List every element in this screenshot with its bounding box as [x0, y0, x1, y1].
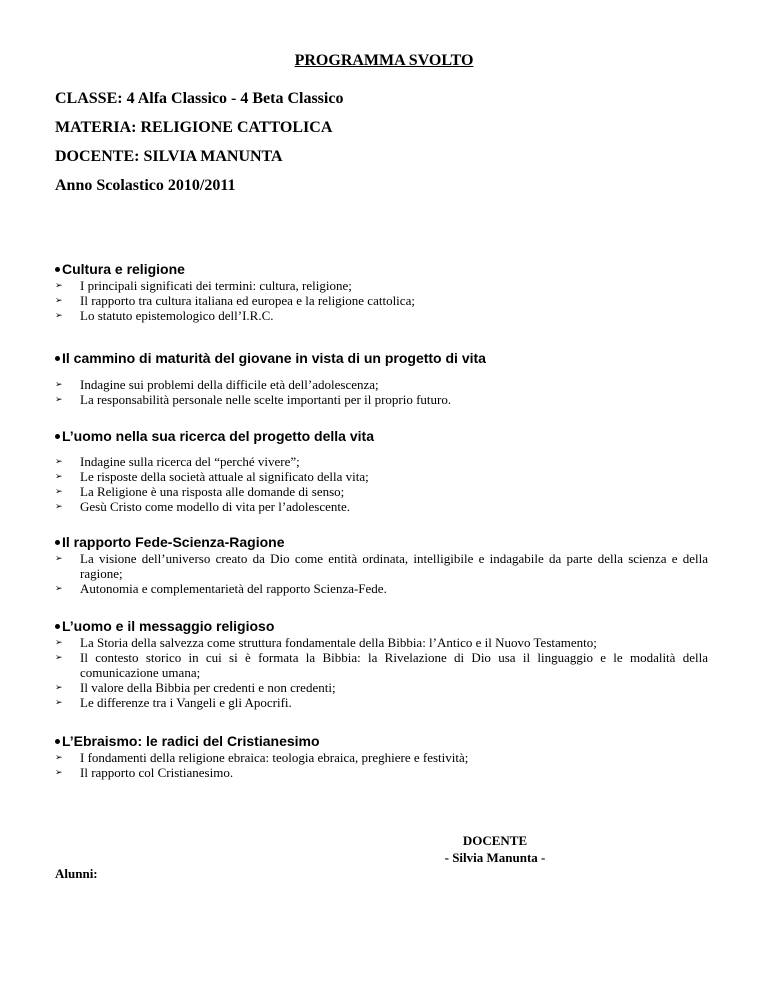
arrow-bullet-icon: ➢	[55, 394, 63, 404]
section-title: L’uomo e il messaggio religioso	[62, 618, 275, 634]
bullet-dot-icon	[55, 356, 60, 361]
section-title: L’Ebraismo: le radici del Cristianesimo	[62, 733, 320, 749]
list-item: ➢ Le risposte della società attuale al significato della vita;	[55, 469, 369, 484]
section-ebraismo	[55, 733, 708, 780]
list-item: ➢ I principali significati dei termini: cultura, religione;	[55, 278, 352, 293]
section-uomo-ricerca	[55, 428, 708, 514]
arrow-bullet-icon: ➢	[55, 295, 63, 305]
list-item: ➢ La Storia della salvezza come struttura fondamentale della Bibbia: l’Antico e il Nuovo Testamento;	[55, 635, 597, 650]
arrow-bullet-icon: ➢	[55, 471, 63, 481]
section-title: Il rapporto Fede-Scienza-Ragione	[62, 534, 285, 550]
section-title: L’uomo nella sua ricerca del progetto della vita	[62, 428, 374, 444]
section-list	[55, 635, 708, 710]
section-cammino	[55, 350, 708, 407]
list-item: ➢ Le differenze tra i Vangeli e gli Apocrifi.	[55, 695, 292, 710]
list-item: ➢ La responsabilità personale nelle scelte importanti per il proprio futuro.	[55, 392, 452, 407]
arrow-bullet-icon: ➢	[55, 501, 63, 511]
arrow-bullet-icon: ➢	[55, 682, 63, 692]
arrow-bullet-icon: ➢	[55, 752, 63, 762]
page-title: PROGRAMMA SVOLTO	[294, 52, 474, 69]
section-list	[55, 454, 708, 514]
section-title: Cultura e religione	[62, 261, 185, 277]
list-item: ➢ Indagine sui problemi della difficile età dell’adolescenza;	[55, 377, 379, 392]
arrow-bullet-icon: ➢	[55, 583, 63, 593]
list-item: ➢ La visione dell’universo creato da Dio come entità ordinata, intelligibile e indagabile da parte della scienza e della ragione;	[55, 551, 708, 581]
section-list	[55, 278, 708, 323]
bullet-dot-icon	[55, 267, 60, 272]
school-year-line: Anno Scolastico 2010/2011	[55, 177, 236, 194]
section-fede-scienza	[55, 534, 708, 596]
signature-name: - Silvia Manunta -	[444, 850, 546, 865]
list-item: ➢ Il contesto storico in cui si è formata la Bibbia: la Rivelazione di Dio usa il linguaggio e le modalità della comunicazione umana;	[55, 650, 708, 680]
subject-line: MATERIA: RELIGIONE CATTOLICA	[55, 119, 333, 136]
arrow-bullet-icon: ➢	[55, 697, 63, 707]
arrow-bullet-icon: ➢	[55, 553, 63, 563]
bullet-dot-icon	[55, 624, 60, 629]
list-item: ➢ Lo statuto epistemologico dell’I.R.C.	[55, 308, 274, 323]
arrow-bullet-icon: ➢	[55, 637, 63, 647]
arrow-bullet-icon: ➢	[55, 486, 63, 496]
list-item: ➢ Il rapporto tra cultura italiana ed europea e la religione cattolica;	[55, 293, 415, 308]
arrow-bullet-icon: ➢	[55, 456, 63, 466]
section-list	[55, 377, 708, 407]
arrow-bullet-icon: ➢	[55, 767, 63, 777]
list-item: ➢ Autonomia e complementarietà del rapporto Scienza-Fede.	[55, 581, 387, 596]
section-list	[55, 551, 708, 596]
section-title: Il cammino di maturità del giovane in vista di un progetto di vita	[62, 350, 486, 366]
bullet-dot-icon	[55, 434, 60, 439]
teacher-line: DOCENTE: SILVIA MANUNTA	[55, 148, 283, 165]
signature-role: DOCENTE	[462, 833, 528, 848]
list-item: ➢ La Religione è una risposta alle domande di senso;	[55, 484, 345, 499]
class-line: CLASSE: 4 Alfa Classico - 4 Beta Classico	[55, 90, 344, 107]
bullet-dot-icon	[55, 739, 60, 744]
arrow-bullet-icon: ➢	[55, 379, 63, 389]
students-label: Alunni:	[55, 866, 98, 881]
bullet-dot-icon	[55, 540, 60, 545]
section-messaggio-religioso	[55, 618, 708, 710]
list-item: ➢ Gesù Cristo come modello di vita per l’adolescente.	[55, 499, 351, 514]
arrow-bullet-icon: ➢	[55, 652, 63, 662]
list-item: ➢ Il valore della Bibbia per credenti e non credenti;	[55, 680, 336, 695]
section-list	[55, 750, 708, 780]
arrow-bullet-icon: ➢	[55, 280, 63, 290]
section-cultura	[55, 261, 708, 323]
arrow-bullet-icon: ➢	[55, 310, 63, 320]
list-item: ➢ Indagine sulla ricerca del “perché vivere”;	[55, 454, 300, 469]
list-item: ➢ Il rapporto col Cristianesimo.	[55, 765, 234, 780]
list-item: ➢ I fondamenti della religione ebraica: teologia ebraica, preghiere e festività;	[55, 750, 469, 765]
